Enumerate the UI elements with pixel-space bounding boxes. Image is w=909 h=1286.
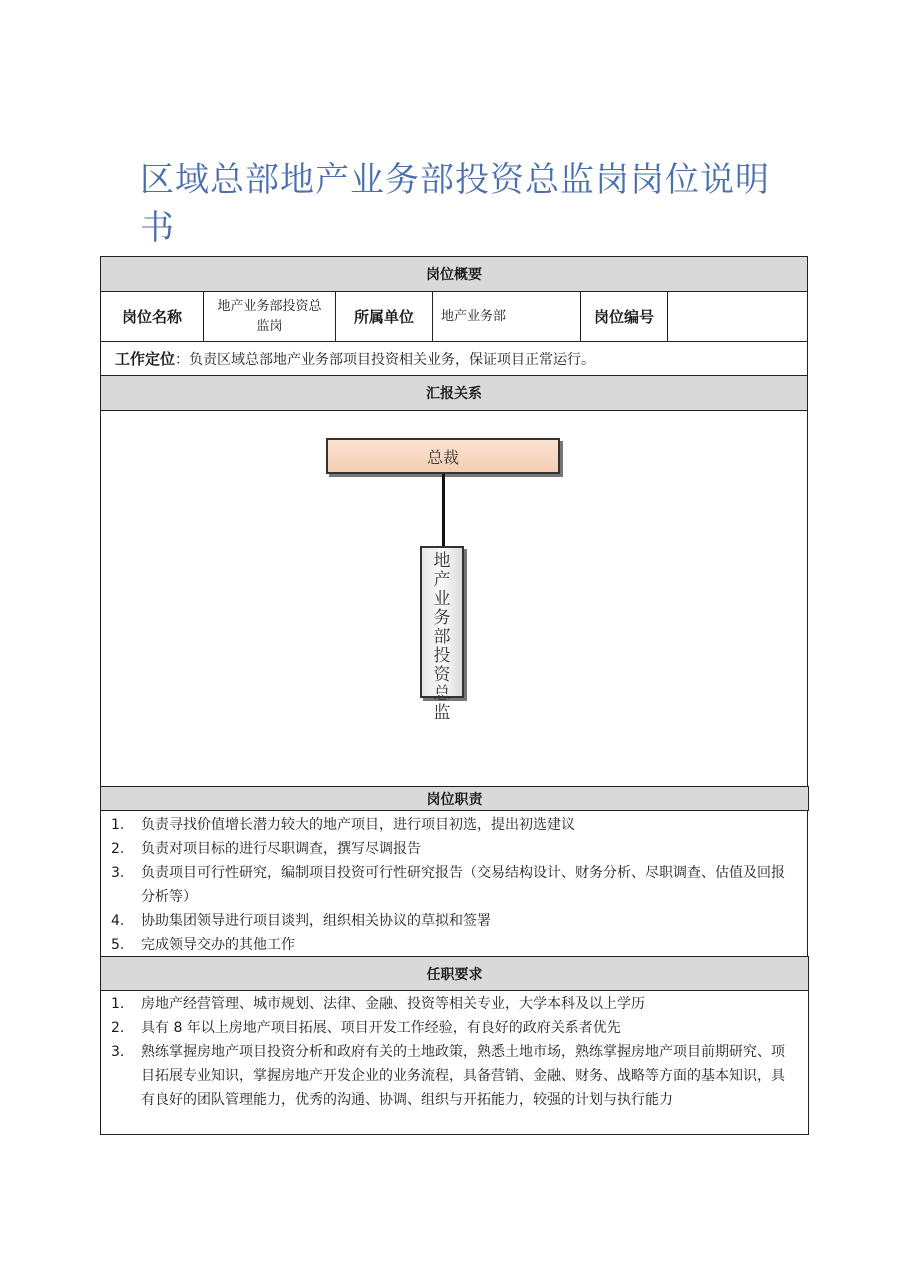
duties-list [101,813,807,957]
org-node-investment-director: 地 产 业 务 部 投 资 总 监 [420,546,464,698]
document-title: 区域总部地产业务部投资总监岗岗位说明书 [140,160,770,248]
duties-body [100,810,808,957]
list-item: 3. 熟练掌握房地产项目投资分析和政府有关的土地政策，熟悉土地市场，熟练掌握房地产项目前期研究、项目拓展专业知识，掌握房地产开发企业的业务流程，具备营销、金融、财务、战略等方面的基本知识，具有良好的团队管理能力，优秀的沟通、协调、组织与开拓能力，较强的计划与执行能力 [111,1044,785,1108]
unit-label: 所属单位 [353,308,414,326]
position-name-value: 地产业务部投资总监岗 [217,298,322,334]
org-node-president: 总裁 [326,438,560,474]
list-item: 2. 负责对项目标的进行尽职调查，撰写尽调报告 [111,841,421,857]
list-item: 1. 房地产经营管理、城市规划、法律、金融、投资等相关专业，大学本科及以上学历 [111,996,645,1012]
work-positioning-label: 工作定位 [115,350,176,368]
duties-header: 岗位职责 [100,786,809,811]
position-name-label: 岗位名称 [121,308,182,326]
work-positioning-row [100,341,808,376]
org-connector-line [442,474,445,546]
list-item: 2. 具有 8 年以上房地产项目拓展、项目开发工作经验，有良好的政府关系者优先 [111,1020,621,1036]
position-code-value [668,292,807,341]
list-item: 4. 协助集团领导进行项目谈判，组织相关协议的草拟和签署 [111,913,491,929]
list-item: 3. 负责项目可行性研究，编制项目投资可行性研究报告（交易结构设计、财务分析、尽职调查、估值及回报分析等） [111,865,785,905]
requirements-header: 任职要求 [100,956,809,991]
list-item: 1. 负责寻找价值增长潜力较大的地产项目，进行项目初选，提出初选建议 [111,817,575,833]
org-chart-area [100,410,808,788]
list-item: 5. 完成领导交办的其他工作 [111,937,295,953]
reporting-header: 汇报关系 [100,375,808,411]
requirements-list [101,992,808,1112]
overview-info-row [100,291,808,342]
overview-header: 岗位概要 [100,256,808,292]
position-code-label: 岗位编号 [593,308,654,326]
work-positioning-text: ：负责区域总部地产业务部项目投资相关业务，保证项目正常运行。 [175,351,596,368]
unit-value: 地产业务部 [441,308,507,324]
requirements-body [100,990,809,1135]
